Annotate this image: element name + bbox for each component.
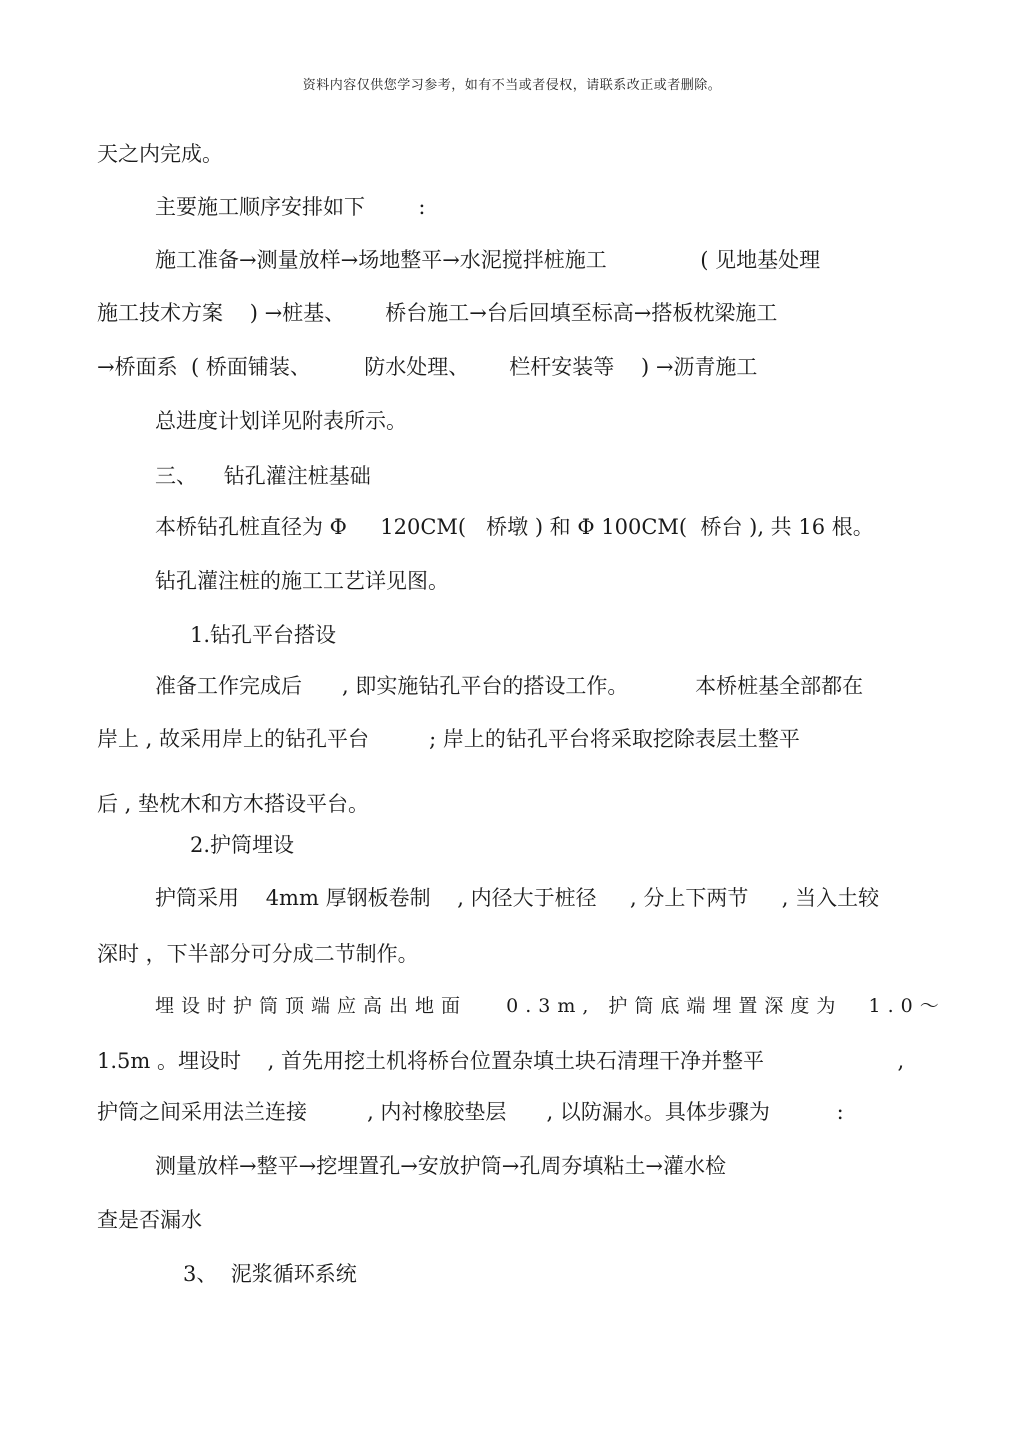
- text-line: 主要施工顺序安排如下 :: [155, 195, 426, 219]
- text-line: 准备工作完成后 , 即实施钻孔平台的搭设工作。 本桥桩基全部都在: [155, 674, 864, 698]
- text-line: 护筒之间采用法兰连接 , 内衬橡胶垫层 , 以防漏水。具体步骤为 :: [97, 1100, 844, 1124]
- text-line: 1.5m 。埋设时 , 首先用挖土机将桥台位置杂填土块石清理干净并整平 ,: [97, 1049, 905, 1073]
- subsection-heading: 3、 泥浆循环系统: [183, 1262, 357, 1286]
- text-line: 埋设时护筒顶端应高出地面 0.3m, 护筒底端埋置深度为 1.0～: [155, 995, 946, 1017]
- text-line: 后 , 垫枕木和方木搭设平台。: [97, 792, 370, 816]
- text-line: 岸上 , 故采用岸上的钻孔平台 ; 岸上的钻孔平台将采取挖除表层土整平: [97, 727, 800, 751]
- page-header-notice: 资料内容仅供您学习参考，如有不当或者侵权，请联系改正或者删除。: [302, 78, 722, 93]
- text-line: 本桥钻孔桩直径为 Φ 120CM( 桥墩 ) 和 Φ 100CM( 桥台 ), 共 16 根。: [155, 515, 874, 539]
- text-line: →桥面系 ( 桥面铺装、 防水处理、 栏杆安装等 ) →沥青施工: [97, 355, 758, 379]
- subsection-heading: 2.护筒埋设: [190, 833, 295, 857]
- text-line: 总进度计划详见附表所示。: [155, 409, 407, 433]
- subsection-heading: 1.钻孔平台搭设: [190, 623, 337, 647]
- text-line: 钻孔灌注桩的施工工艺详见图。: [155, 569, 449, 593]
- text-line: 深时 ，下半部分可分成二节制作。: [97, 942, 419, 966]
- text-line: 护筒采用 4mm 厚钢板卷制 , 内径大于桩径 , 分上下两节 , 当入土较: [155, 886, 880, 910]
- text-line: 施工技术方案 ) →桩基、 桥台施工→台后回填至标高→搭板枕梁施工: [97, 301, 778, 325]
- text-line: 施工准备→测量放样→场地整平→水泥搅拌桩施工 ( 见地基处理: [155, 248, 821, 272]
- text-line: 测量放样→整平→挖埋置孔→安放护筒→孔周夯填粘土→灌水检: [155, 1154, 726, 1178]
- text-line: 查是否漏水: [97, 1208, 202, 1232]
- section-heading: 三、 钻孔灌注桩基础: [155, 464, 371, 488]
- text-line: 天之内完成。: [97, 142, 223, 166]
